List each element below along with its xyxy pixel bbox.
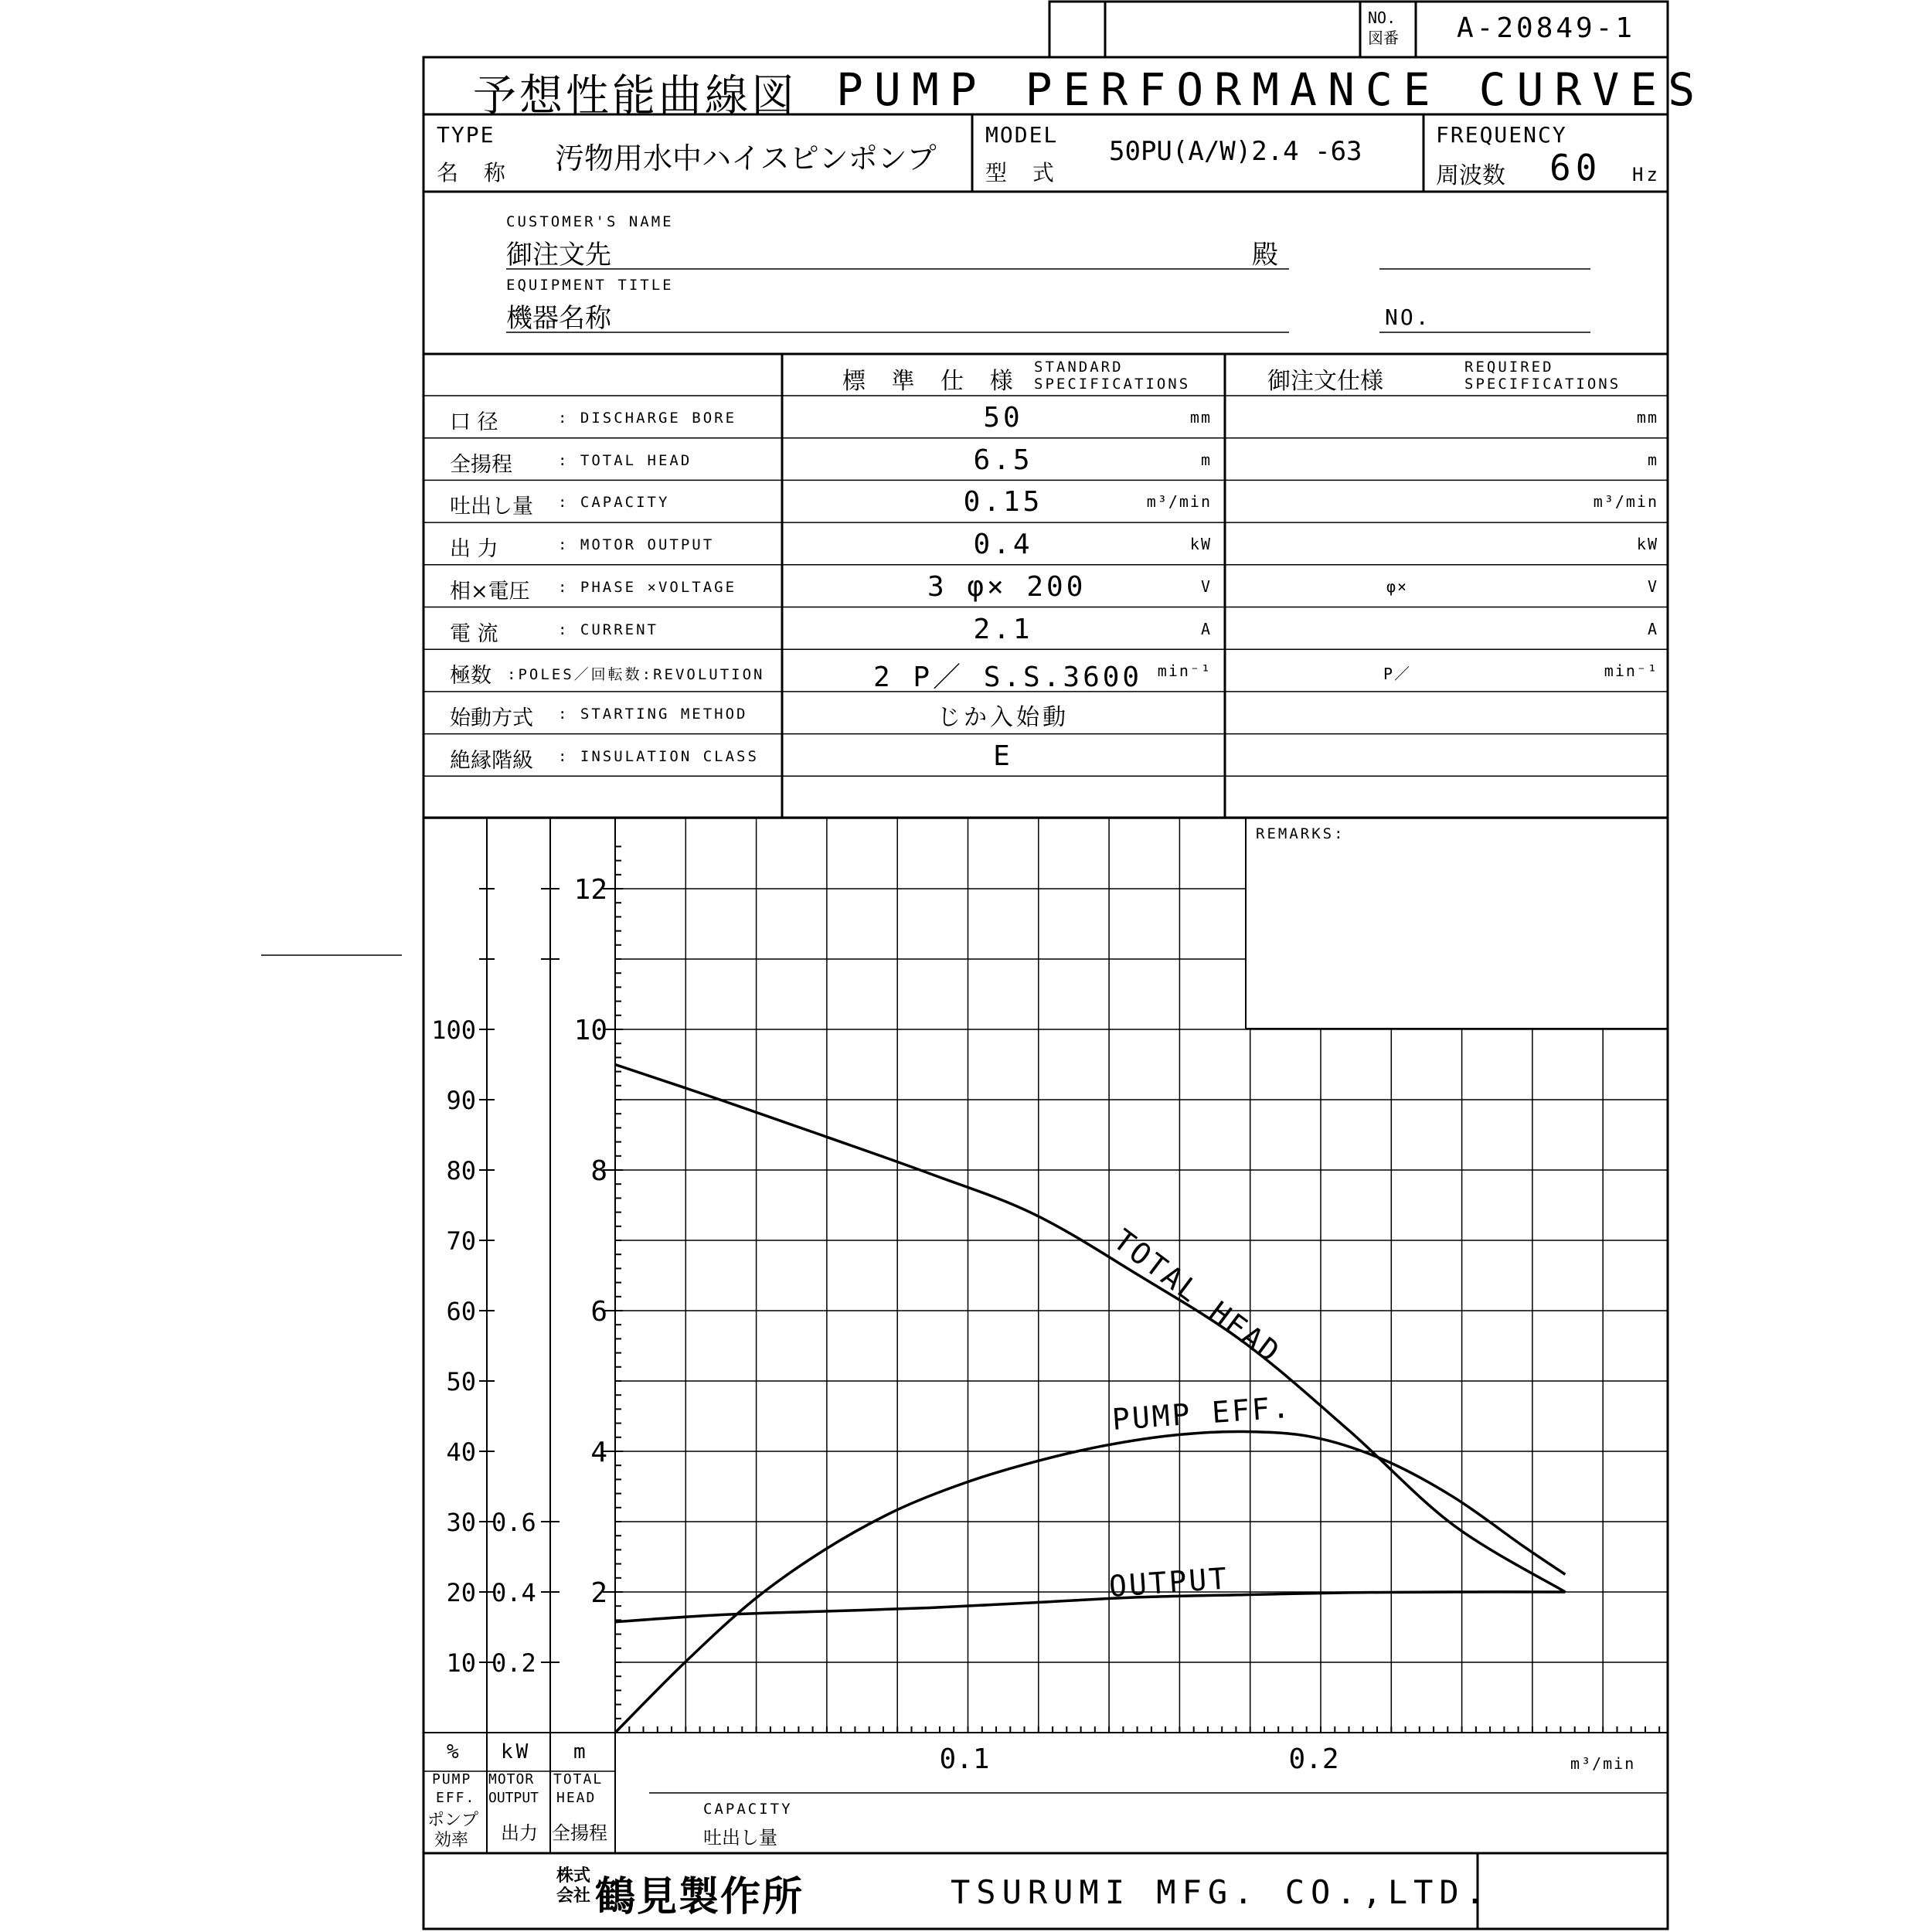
spec-label-ja: 吐出し量 [450, 495, 533, 519]
company-prefix-2: 会社 [556, 1886, 591, 1906]
head-tick-label: 2 [590, 1577, 607, 1609]
eff-tick-label: 80 [446, 1156, 476, 1185]
spec-label-ja: 出 力 [450, 537, 498, 562]
eff-tick-label: 50 [446, 1367, 476, 1396]
spec-label-en: : TOTAL HEAD [558, 451, 692, 469]
spec-required-unit: m [1647, 450, 1658, 469]
eff-ja-label-1: ポンプ [427, 1811, 479, 1830]
spec-label-en: : DISCHARGE BORE [558, 410, 737, 427]
standard-spec-label-en-1: STANDARD [1034, 359, 1124, 376]
spec-label-ja: 始動方式 [450, 706, 533, 730]
customer-honorific: 殿 [1252, 240, 1278, 270]
total-head-curve [615, 1065, 1565, 1593]
head-en-label-1: TOTAL [553, 1771, 604, 1787]
customer-name-label-en: CUSTOMER'S NAME [506, 213, 674, 230]
frequency-unit: Hz [1632, 164, 1661, 185]
spec-label-ja: 相×電圧 [450, 579, 530, 604]
eff-tick-label: 60 [446, 1297, 476, 1326]
spec-standard-unit: min⁻¹ [1157, 662, 1212, 681]
company-name-en: TSURUMI MFG. CO.,LTD. [951, 1873, 1492, 1911]
output-tick-label: 0.4 [492, 1578, 536, 1607]
capacity-label-en: CAPACITY [703, 1801, 793, 1818]
title-ja: 予想性能曲線図 [473, 71, 798, 121]
equipment-title-label-ja: 機器名称 [506, 303, 611, 334]
spec-standard-unit: m [1200, 450, 1212, 469]
standard-spec-label-en-2: SPECIFICATIONS [1034, 376, 1191, 393]
pump-eff-curve [615, 1431, 1565, 1733]
head-tick-label: 10 [573, 1015, 607, 1046]
spec-label-en: : STARTING METHOD [558, 705, 748, 723]
spec-standard-unit: m³/min [1146, 492, 1212, 512]
output-unit-label: kW [501, 1740, 532, 1764]
company-name-ja: 鶴見製作所 [595, 1874, 804, 1920]
drawing-number: A-20849-1 [1457, 12, 1636, 44]
output-en-label-2: OUTPUT [488, 1790, 539, 1806]
spec-label-en: :POLES／回転数:REVOLUTION [507, 666, 765, 684]
output-ja-label: 出力 [501, 1822, 538, 1844]
head-tick-label: 8 [590, 1155, 607, 1187]
spec-required-unit: V [1647, 577, 1658, 596]
eff-ja-label-2: 効率 [434, 1831, 469, 1850]
eff-tick-label: 70 [446, 1226, 476, 1256]
model-label-ja: 型 式 [985, 160, 1063, 185]
capacity-tick-label: 0.2 [1288, 1743, 1339, 1775]
type-value: 汚物用水中ハイスピンポンプ [555, 141, 937, 175]
capacity-label-ja: 吐出し量 [703, 1827, 777, 1849]
eff-tick-label: 100 [431, 1015, 476, 1045]
type-label-en: TYPE [437, 122, 495, 148]
spec-required-unit: m³/min [1593, 492, 1658, 512]
spec-standard-value: 2 P／ S.S.3600 [873, 662, 1143, 694]
pump-eff-curve-label: PUMP EFF. [1111, 1389, 1293, 1437]
required-spec-label-ja: 御注文仕様 [1267, 368, 1383, 395]
spec-standard-unit: kW [1189, 535, 1212, 554]
spec-label-ja: 全揚程 [450, 452, 512, 477]
capacity-unit-label: m³/min [1570, 1754, 1636, 1773]
remarks-label: REMARKS: [1256, 825, 1345, 842]
model-label-en: MODEL [985, 122, 1059, 148]
output-tick-label: 0.2 [492, 1648, 536, 1678]
spec-label-ja: 絶縁階級 [450, 748, 533, 773]
head-en-label-2: HEAD [556, 1790, 597, 1806]
eff-tick-label: 90 [446, 1086, 476, 1115]
drawing-no-label-en: NO. [1368, 9, 1396, 27]
frequency-label-ja: 周波数 [1436, 162, 1505, 189]
spec-label-en: : PHASE ×VOLTAGE [558, 578, 737, 596]
head-unit-label: m [573, 1740, 586, 1764]
spec-label-en: : CAPACITY [558, 494, 670, 512]
head-ja-label: 全揚程 [552, 1822, 607, 1844]
eff-en-label-2: EFF. [436, 1790, 476, 1806]
eff-tick-label: 30 [446, 1508, 476, 1537]
eff-tick-label: 40 [446, 1437, 476, 1467]
spec-required-unit: min⁻¹ [1604, 662, 1658, 681]
frequency-label-en: FREQUENCY [1436, 122, 1567, 148]
spec-label-en: : CURRENT [558, 621, 658, 638]
eff-tick-label: 20 [446, 1578, 476, 1607]
type-label-ja: 名 称 [437, 160, 515, 185]
spec-required-unit: A [1647, 619, 1658, 638]
standard-spec-label-ja: 標 準 仕 様 [842, 368, 1022, 395]
spec-required-unit: kW [1636, 535, 1658, 554]
required-spec-label-en-2: SPECIFICATIONS [1464, 376, 1621, 393]
output-en-label-1: MOTOR [488, 1771, 535, 1787]
model-value: 50PU(A/W)2.4 -63 [1109, 136, 1362, 167]
output-tick-label: 0.6 [492, 1508, 536, 1537]
spec-label-en: : MOTOR OUTPUT [558, 536, 715, 554]
total-head-curve-label: TOTAL HEAD [1107, 1223, 1287, 1370]
spec-label-en: : INSULATION CLASS [558, 747, 759, 765]
head-tick-label: 4 [590, 1437, 607, 1468]
customer-name-label-ja: 御注文先 [506, 240, 611, 270]
head-tick-label: 6 [590, 1296, 607, 1328]
title-en: PUMP PERFORMANCE CURVES [836, 63, 1706, 116]
spec-standard-value: 3 φ× 200 [927, 570, 1087, 603]
spec-standard-unit: V [1200, 577, 1212, 596]
head-tick-label: 12 [573, 874, 607, 906]
capacity-tick-label: 0.1 [939, 1743, 990, 1775]
spec-label-ja: 電 流 [450, 621, 498, 646]
company-prefix-1: 株式 [556, 1866, 591, 1886]
required-spec-label-en-1: REQUIRED [1464, 359, 1554, 376]
eff-unit-label: % [447, 1740, 459, 1764]
eff-tick-label: 10 [446, 1648, 476, 1678]
equipment-no-label: NO. [1385, 304, 1431, 330]
frequency-value: 60 [1549, 147, 1602, 189]
spec-label-ja: 口 径 [450, 410, 498, 434]
spec-standard-unit: mm [1189, 408, 1212, 427]
eff-en-label-1: PUMP [432, 1771, 472, 1787]
equipment-title-label-en: EQUIPMENT TITLE [506, 277, 674, 294]
drawing-no-label-ja: 図番 [1368, 29, 1399, 47]
drawing-no-label [1368, 8, 1399, 48]
spec-required-unit: mm [1636, 408, 1658, 427]
spec-standard-unit: A [1200, 619, 1212, 638]
spec-label-ja: 極数 [450, 664, 492, 689]
output-curve-label: OUTPUT [1107, 1561, 1230, 1604]
